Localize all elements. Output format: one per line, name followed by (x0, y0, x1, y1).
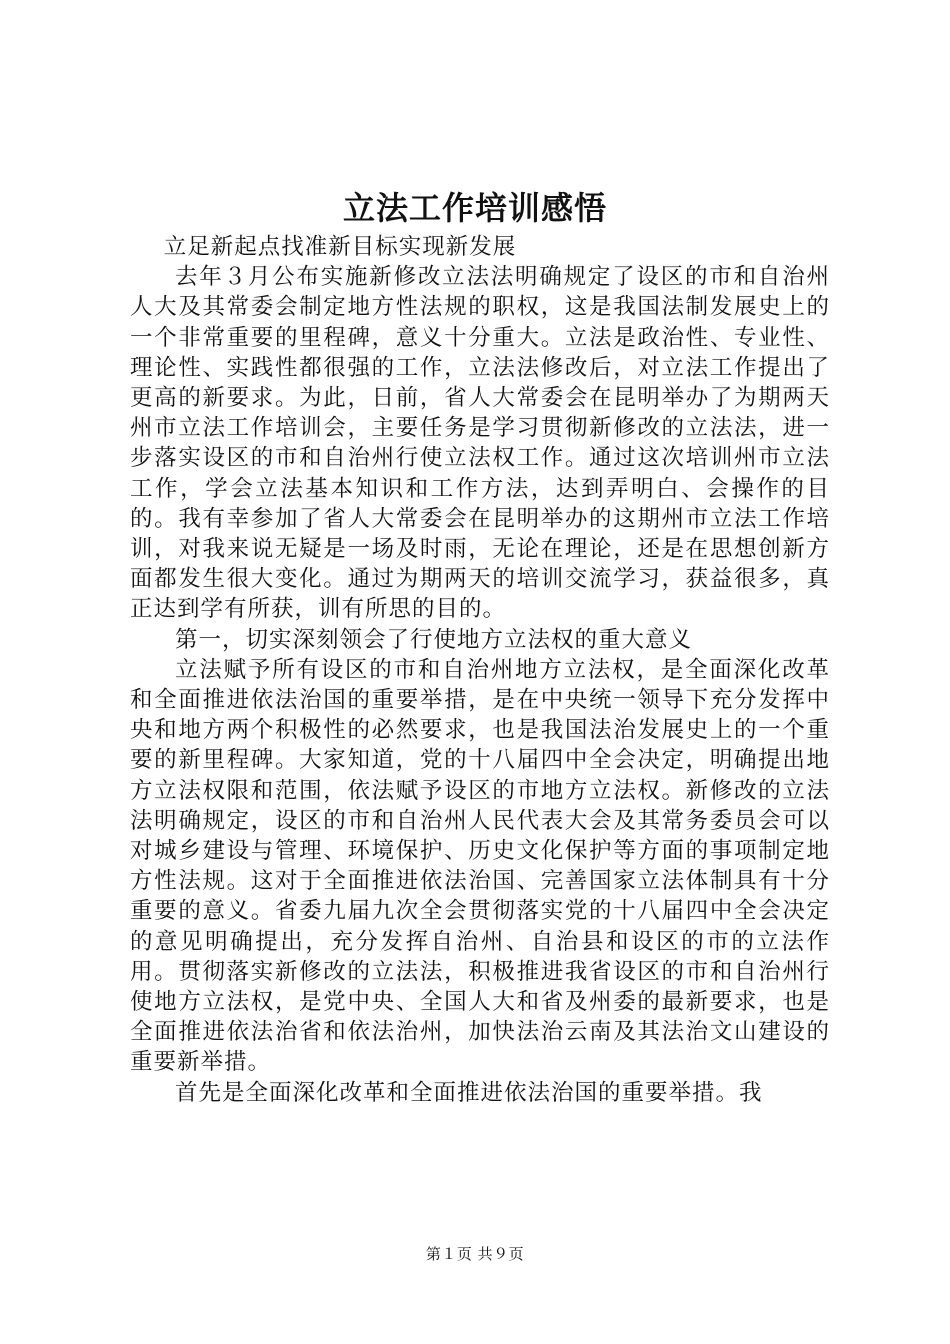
document-title: 立法工作培训感悟 (342, 189, 607, 227)
section-heading-first: 第一，切实深刻领会了行使地方立法权的重大意义 (175, 626, 693, 653)
subtitle-line: 立足新起点找准新目标实现新发展 (163, 234, 517, 260)
page-footer: 第１页 共９页 (425, 1245, 525, 1263)
paragraph-first-point: 首先是全面深化改革和全面推进依法治国的重要举措。我 (175, 1079, 763, 1106)
document-body (130, 232, 830, 1108)
paragraph-intro: 去年３月公布实施新修改立法法明确规定了设区的市和自治州人大及其常委会制定地方性法规的职权，这是我国法制发展史上的一个非常重要的里程碑，意义十分重大。立法是政治性、专业性、理论性、实践性都很强的工作，立法法修改后，对立法工作提出了更高的新要求。为此，日前，省人大常委会在昆明举办了为期两天州市立法工作培训会，主要任务是学习贯彻新修改的立法法，进一步落实设区的市和自治州行使立法权工作。通过这次培训州市立法工作，学会立法基本知识和工作方法，达到弄明白、会操作的目的。我有幸参加了省人大常委会在昆明举办的这期州市立法工作培训，对我来说无疑是一场及时雨，无论在理论，还是在思想创新方面都发生很大变化。通过为期两天的培训交流学习，获益很多，真正达到学有所获，训有所思的目的。 (130, 264, 830, 623)
paragraph-significance: 立法赋予所有设区的市和自治州地方立法权，是全面深化改革和全面推进依法治国的重要举措，是在中央统一领导下充分发挥中央和地方两个积极性的必然要求，也是我国法治发展史上的一个重要的新里程碑。大家知道，党的十八届四中全会决定，明确提出地方立法权限和范围，依法赋予设区的市地方立法权。新修改的立法法明确规定，设区的市和自治州人民代表大会及其常务委员会可以对城乡建设与管理、环境保护、历史文化保护等方面的事项制定地方性法规。这对于全面推进依法治国、完善国家立法体制具有十分重要的意义。省委九届九次全会贯彻落实党的十八届四中全会决定的意见明确提出，充分发挥自治州、自治县和设区的市的立法作用。贯彻落实新修改的立法法，积极推进我省设区的市和自治州行使地方立法权，是党中央、全国人大和省及州委的最新要求，也是全面推进依法治省和依法治州，加快法治云南及其法治文山建设的重要新举措。 (130, 656, 830, 1076)
